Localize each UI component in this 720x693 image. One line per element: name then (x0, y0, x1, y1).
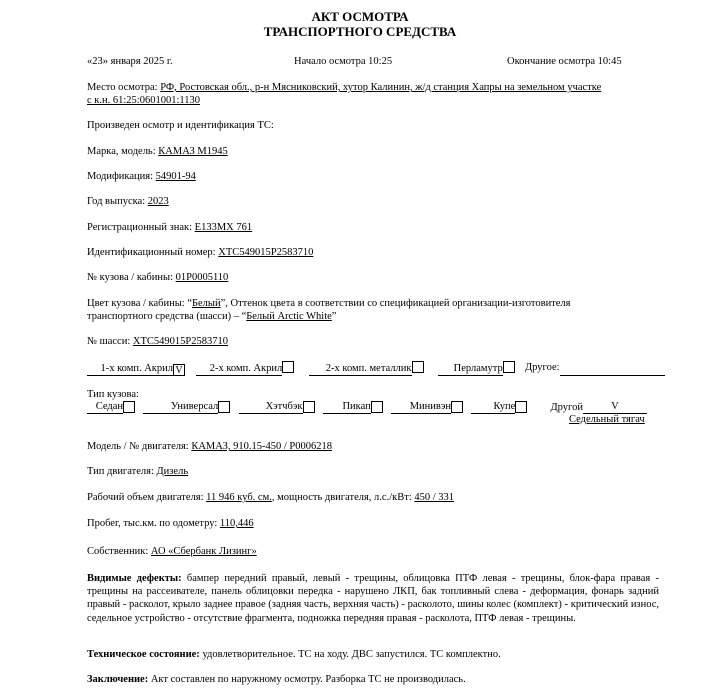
body-wagon-checkbox[interactable] (218, 401, 230, 413)
reg-label: Регистрационный знак: (87, 222, 193, 233)
paint-other-label: Другое: (525, 362, 560, 373)
start-time: Начало осмотра 10:25 (294, 56, 393, 67)
reg-row (87, 221, 252, 234)
place-value-line2: с к.н. 61:25:0601001:1130 (87, 95, 200, 106)
owner-value: АО «Сбербанк Лизинг» (150, 546, 257, 557)
make-row (87, 145, 228, 158)
modification-label: Модификация: (87, 171, 153, 182)
color-value: Белый (191, 298, 221, 309)
body-hatch-label: Хэтчбэк (239, 400, 303, 414)
engine-power-value: 450 / 331 (414, 492, 455, 503)
chassis-value: ХТС549015Р2583710 (132, 336, 228, 347)
engine-model-label: Модель / № двигателя: (87, 441, 189, 452)
body-type-row (87, 400, 647, 414)
title-line-1: АКТ ОСМОТРА (311, 9, 409, 24)
paint-two-metallic-checkbox[interactable] (412, 361, 424, 373)
body-sedan-checkbox[interactable] (123, 401, 135, 413)
chassis-label: № шасси: (87, 336, 131, 347)
place-label: Место осмотра: (87, 82, 158, 93)
make-value: КАМАЗ М1945 (158, 146, 228, 157)
end-time: Окончание осмотра 10:45 (507, 56, 622, 67)
paint-other-line[interactable] (560, 364, 665, 376)
mileage-row (87, 517, 254, 530)
body-number-label: № кузова / кабины: (87, 272, 173, 283)
paint-pearl-checkbox[interactable] (503, 361, 515, 373)
engine-type-label: Тип двигателя: (87, 466, 154, 477)
body-number-row (87, 271, 228, 284)
owner-row (87, 545, 257, 558)
defects-text: бампер передний правый, левый - трещины, облицовка ПТФ левая - трещины, блок-фара правая - трещины на рассеивателе, панель облицовки передка - нарушено ЛКП, бак топливный слева - деформация, фонарь задний правый - расколот, крыло заднее правое (задняя часть, верхняя часть) - расколото, шины колес (комплект) - критический износ, седельное устройство - отсутствие фрагмента, подножка передняя правая - расколота, ПТФ левая - трещины. (87, 573, 659, 624)
engine-type-row (87, 465, 188, 478)
engine-type-value: Дизель (156, 466, 189, 477)
body-pickup-label: Пикап (323, 400, 371, 414)
conclusion-row (87, 673, 466, 686)
tech-state-label: Техническое состояние: (87, 649, 200, 660)
body-sedan-label: Седан (87, 400, 123, 414)
title-line-2: ТРАНСПОРТНОГО СРЕДСТВА (263, 24, 457, 39)
make-label: Марка, модель: (87, 146, 156, 157)
mileage-label: Пробег, тыс.км. по одометру: (87, 518, 218, 529)
paint-pearl-label: Перламутр (438, 362, 503, 376)
paint-two-metallic-label: 2-х комп. металлик (309, 362, 412, 376)
mileage-value: 110,446 (219, 518, 254, 529)
body-type-label: Тип кузова: (87, 389, 139, 400)
body-hatch-checkbox[interactable] (303, 401, 315, 413)
tech-state-text: удовлетворительное. ТС на ходу. ДВС запустился. ТС комплектно. (199, 649, 501, 660)
paint-one-acrylic-label: 1-х комп. Акрил (87, 362, 173, 376)
engine-model-value: КАМАЗ, 910.15-450 / Р0006218 (191, 441, 332, 452)
engine-volume-row (87, 491, 454, 504)
place-value: РФ, Ростовская обл., р-н Мясниковский, хутор Калинин, ж/д станция Хапры на земельном участке (160, 82, 602, 93)
reg-value: Е133МХ 761 (194, 222, 253, 233)
defects-label: Видимые дефекты: (87, 573, 182, 584)
body-pickup-checkbox[interactable] (371, 401, 383, 413)
vin-value: ХТС549015Р2583710 (218, 247, 314, 258)
tech-state-row (87, 648, 501, 661)
engine-volume-label: Рабочий объем двигателя: (87, 492, 204, 503)
body-coupe-checkbox[interactable] (515, 401, 527, 413)
paint-two-acrylic-checkbox[interactable] (282, 361, 294, 373)
color-shade-value: Белый Arctic White (246, 311, 332, 322)
color-shade-suffix: ” (331, 311, 337, 322)
paint-two-acrylic-label: 2-х комп. Акрил (196, 362, 282, 376)
body-other-label: Другой (550, 402, 583, 413)
body-wagon-label: Универсал (143, 400, 218, 414)
vin-label: Идентификационный номер: (87, 247, 216, 258)
year-label: Год выпуска: (87, 196, 146, 207)
vin-row (87, 246, 313, 259)
color-row-2 (87, 310, 336, 323)
color-shade-label: ”, Оттенок цвета в соответствии со спецификацией организации-изготовителя (220, 298, 571, 309)
color-label: Цвет кузова / кабины: “ (87, 298, 192, 309)
body-other-value: Седельный тягач (569, 414, 645, 425)
conclusion-text: Акт составлен по наружному осмотру. Разборка ТС не производилась. (148, 674, 466, 685)
year-row (87, 195, 169, 208)
color-shade-prefix: транспортного средства (шасси) – “ (87, 311, 247, 322)
engine-volume-value: 11 946 куб. см. (206, 492, 272, 503)
color-row (87, 297, 571, 310)
modification-row (87, 170, 196, 183)
place-row (87, 81, 601, 94)
paint-one-acrylic-checkbox[interactable]: V (173, 364, 185, 376)
body-number-value: 01Р0005110 (175, 272, 229, 283)
body-other-mark[interactable]: V (583, 400, 647, 414)
body-van-checkbox[interactable] (451, 401, 463, 413)
paint-row (87, 361, 665, 376)
conclusion-label: Заключение: (87, 674, 149, 685)
defects-paragraph (87, 572, 659, 625)
modification-value: 54901-94 (155, 171, 196, 182)
body-van-label: Минивэн (391, 400, 451, 414)
owner-label: Собственник: (87, 546, 149, 557)
chassis-row (87, 335, 228, 348)
engine-power-label: , мощность двигателя, л.с./кВт: (271, 492, 412, 503)
identified-heading: Произведен осмотр и идентификация ТС: (87, 120, 274, 131)
year-value: 2023 (147, 196, 169, 207)
body-coupe-label: Купе (471, 400, 515, 414)
act-date: «23» января 2025 г. (87, 56, 173, 67)
engine-model-row (87, 440, 332, 453)
